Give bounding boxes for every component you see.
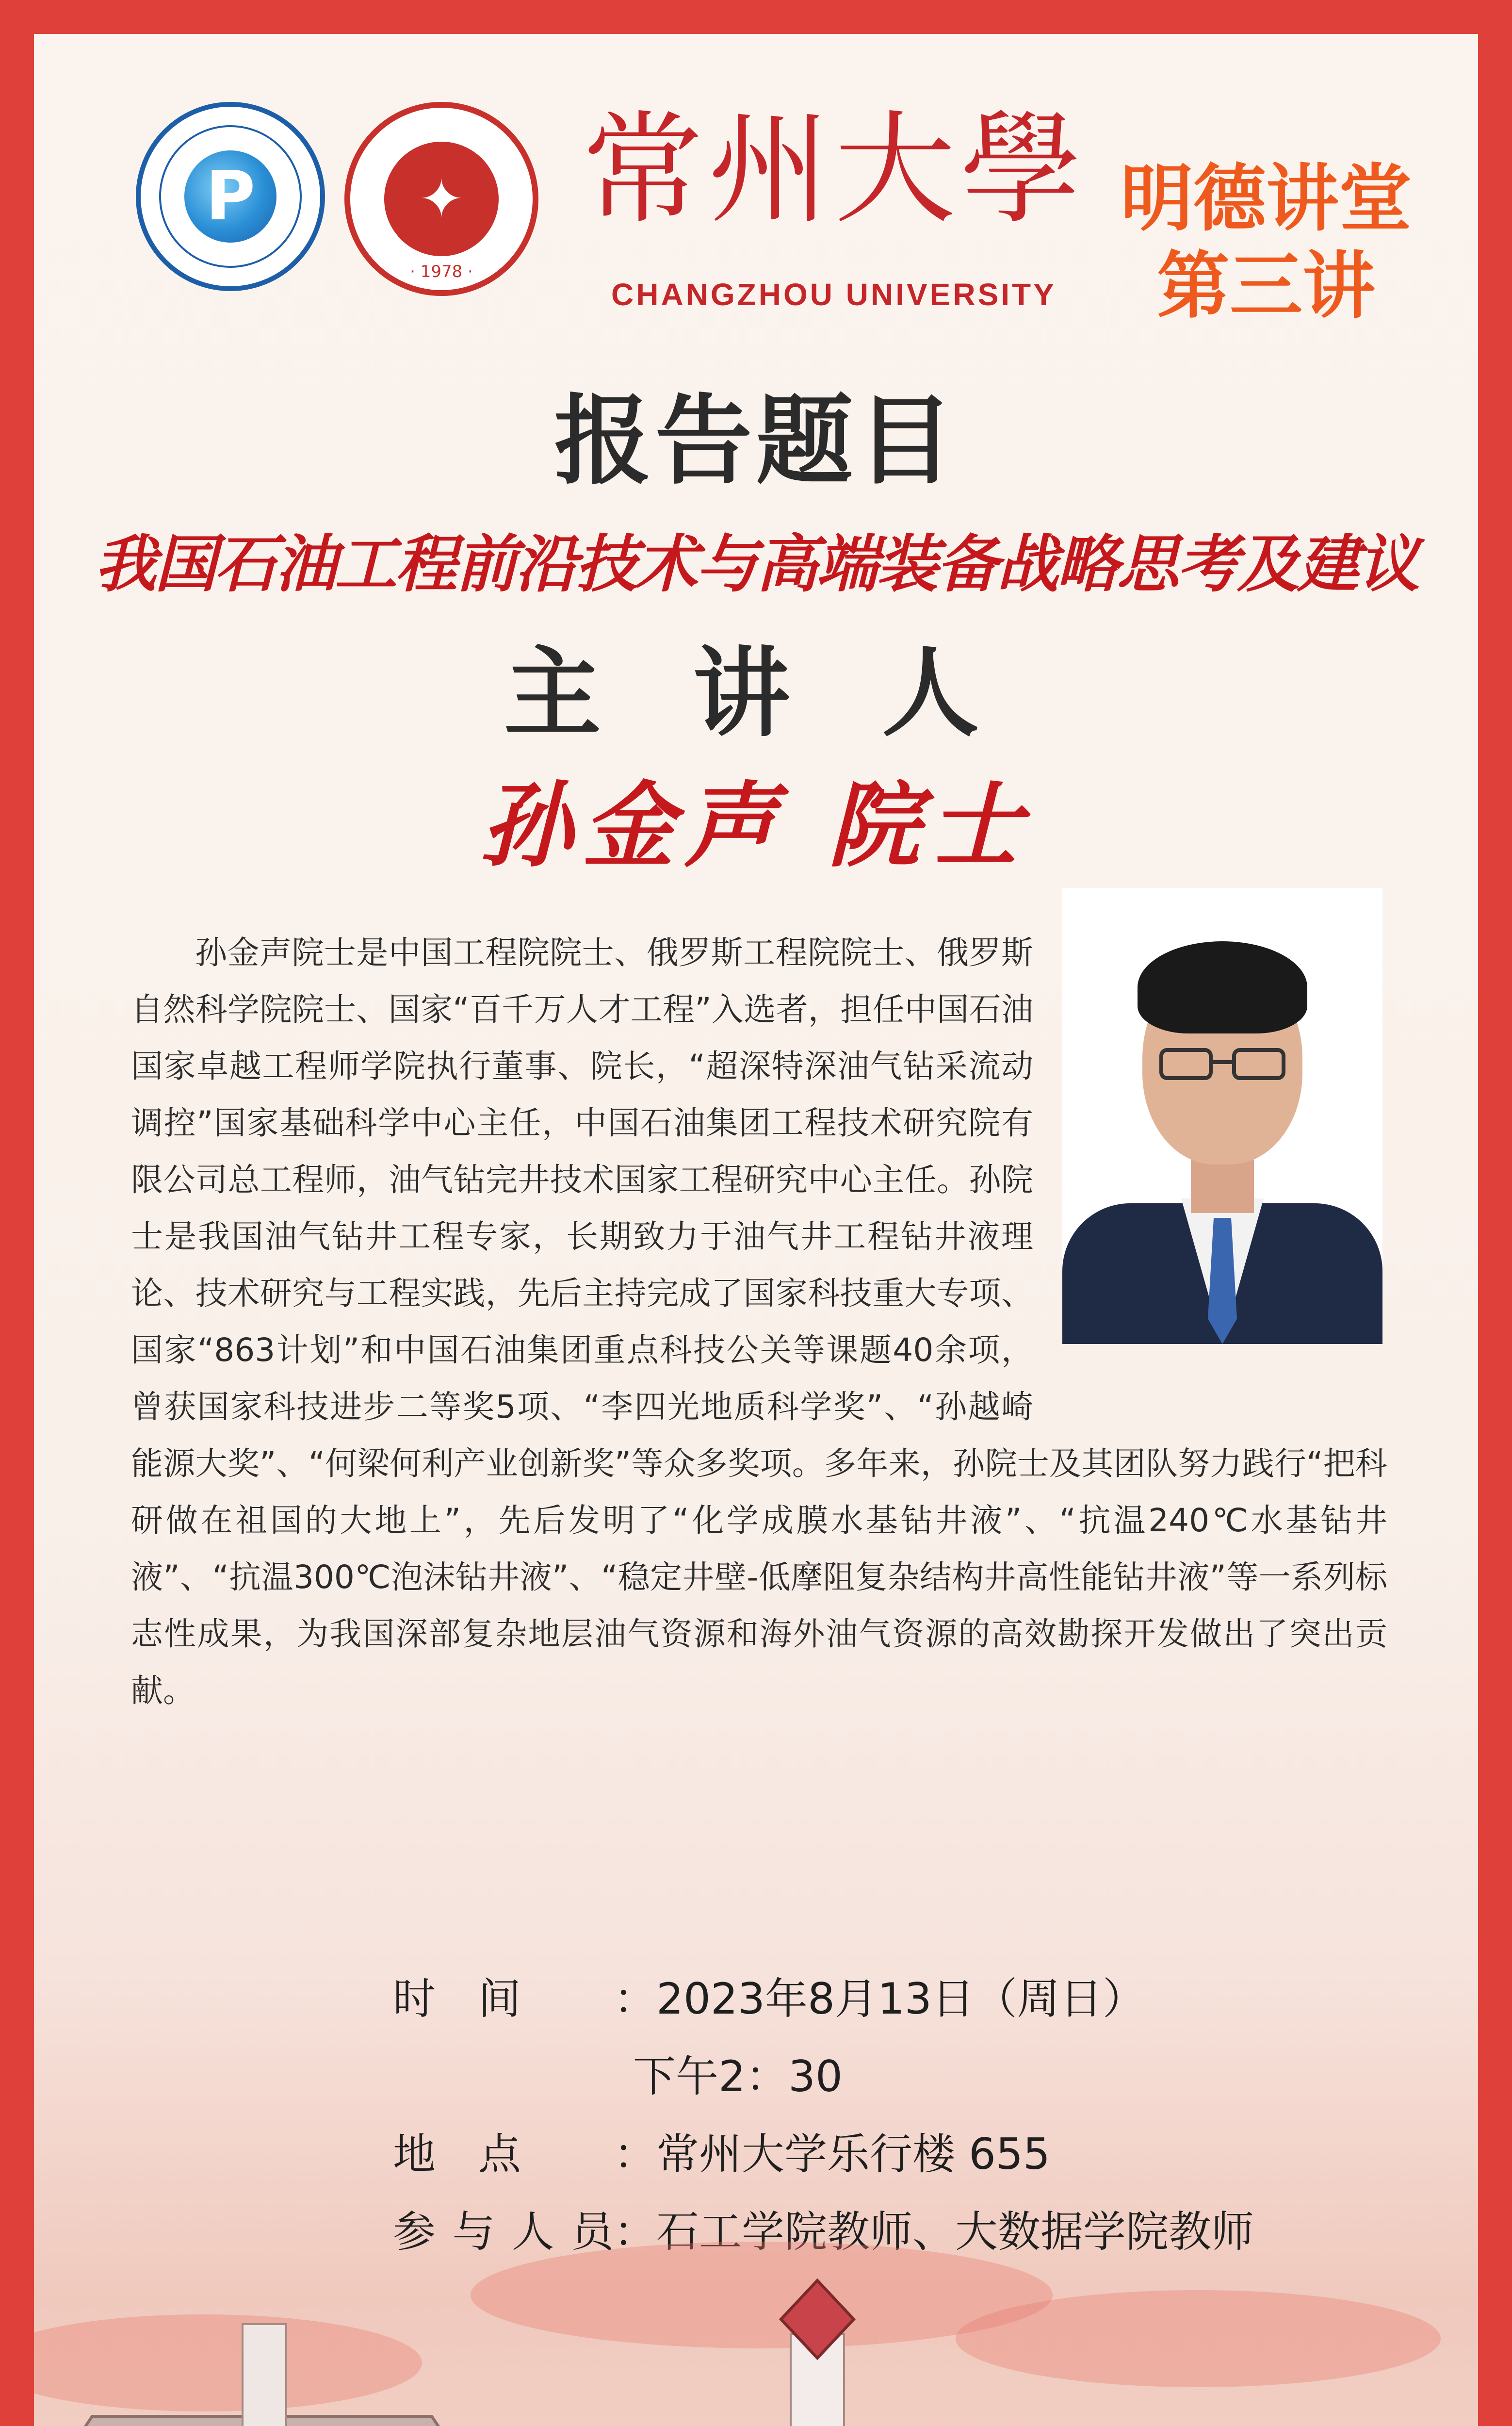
petroleum-school-logo-icon <box>136 102 325 291</box>
audience-value: ：石工学院教师、大数据学院教师 <box>614 2207 1254 2257</box>
place-row <box>393 2120 1050 2188</box>
poster-paper <box>34 34 1478 2426</box>
place-value: ：常州大学乐行楼 655 <box>614 2129 1050 2179</box>
speaker-name: 孙金声 院士 <box>480 771 1032 880</box>
place-label: 地 点 <box>393 2129 521 2179</box>
university-name-cn: 常州大學 <box>582 99 1087 240</box>
topic-title: 我国石油工程前沿技术与高端装备战略思考及建议 <box>94 528 1418 601</box>
time-row-2 <box>614 2043 843 2111</box>
time-row <box>393 1965 1145 2033</box>
logo-core <box>184 150 276 243</box>
series-line2: 第三讲 <box>1156 244 1375 328</box>
logo-letter: P <box>205 157 256 236</box>
lecture-series <box>1082 155 1450 330</box>
series-line1: 明德讲堂 <box>1120 157 1412 241</box>
topic-heading: 报告题目 <box>554 385 958 498</box>
audience-label: 参与人员 <box>393 2207 614 2257</box>
time-label: 时 间 <box>393 1974 521 2024</box>
university-name-en: CHANGZHOU UNIVERSITY <box>611 277 1057 312</box>
photo-spacer <box>1067 939 1387 1395</box>
time-value: ：2023年8月13日（周日） <box>614 1974 1145 2024</box>
campus-gate-illustration-icon <box>34 2256 1478 2426</box>
seal-glyph: ✦ <box>419 168 464 230</box>
bio-text: 孙金声院士是中国工程院院士、俄罗斯工程院院士、俄罗斯自然科学院院士、国家“百千万人才工程”入选者，担任中国石油国家卓越工程师学院执行董事、院长，“超深特深油气钻采流动调控”国家基础科学中心主任，中国石油集团工程技术研究院有限公司总工程师，油气钻完井技术国家工程研究中心主任。孙院士是我国油气钻井工程专家，长期致力于油气井工程钻井液理论、技术研究与工程实践，先后主持完成了国家科技重大专项、国家“863计划”和中国石油集团重点科技公关等课题40余项，曾获国家科技进步二等奖5项、“李四光地质科学奖”、“孙越崎能源大奖”、“何梁何利产业创新奖”等众多奖项。多年来，孙院士及其团队努力践行“把科研做在祖国的大地上”，先后发明了“化学成膜水基钻井液”、“抗温240℃水基钻井液”、“抗温300℃泡沫钻井液”、“稳定井壁-低摩阻复杂结构井高性能钻井液”等一系列标志性成果，为我国深部复杂地层油气资源和海外油气资源的高效勘探开发做出了突出贡献。 <box>131 934 1387 1709</box>
seal-year: · 1978 · <box>410 262 473 281</box>
speaker-heading: 主 讲 人 <box>504 637 1008 750</box>
time-value-2: 下午2：30 <box>633 2051 843 2101</box>
seal-inner <box>384 142 499 256</box>
speaker-bio <box>131 924 1387 1719</box>
university-seal-icon <box>344 102 538 296</box>
